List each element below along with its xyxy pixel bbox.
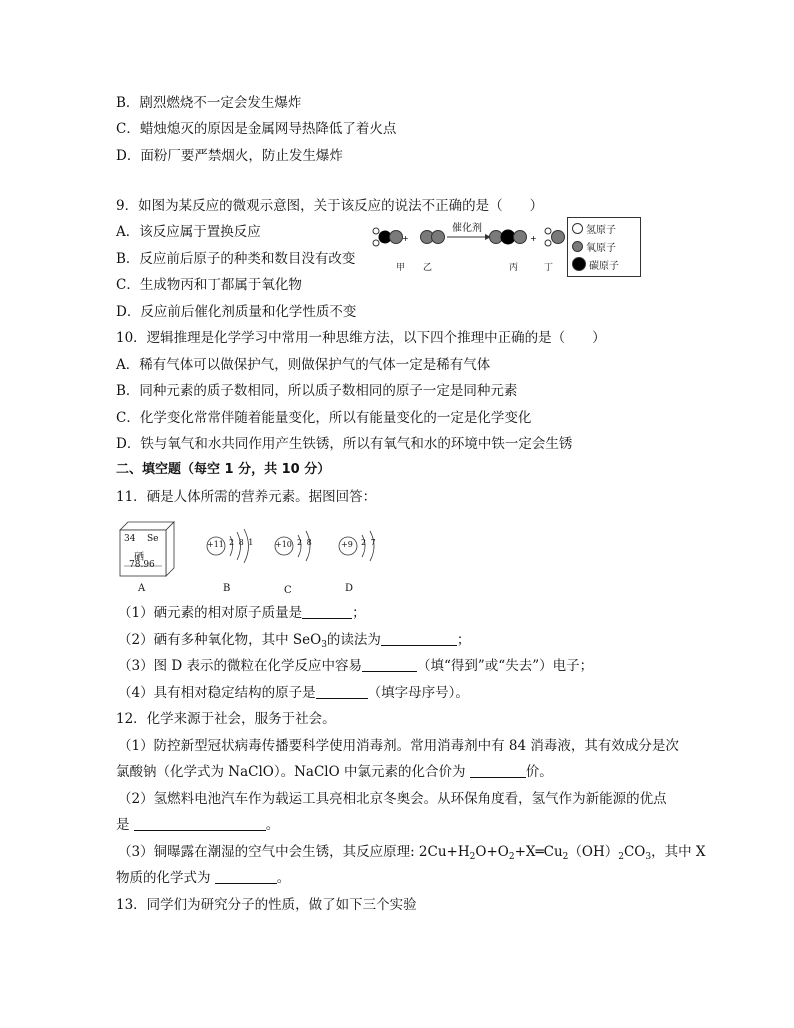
q8-option-d: D．面粉厂要严禁烟火，防止发生爆炸 (116, 148, 343, 164)
caption-d: D (345, 583, 354, 594)
catalyst-label: 催化剂 (452, 223, 482, 234)
oxygen-atom-icon (572, 241, 583, 252)
label-jia: 甲 (396, 263, 406, 273)
q12-part2-blank[interactable] (134, 817, 266, 831)
legend-hydrogen-label: 氢原子 (586, 224, 616, 236)
label-bing: 丙 (509, 263, 519, 273)
q11-sub2-blank[interactable] (381, 632, 457, 646)
molecule-jia (373, 228, 403, 246)
q11-sub1-blank[interactable] (302, 605, 352, 619)
label-yi: 乙 (423, 263, 433, 273)
atom-diagram-c (272, 528, 328, 568)
q8-option-c: C．蜡烛熄灭的原因是金属网导热降低了着火点 (116, 121, 397, 137)
legend-carbon-label: 碳原子 (589, 260, 619, 272)
q12-part2-line1: （2）氢燃料电池汽车作为载运工具亮相北京冬奥会。从环保角度看，氢气作为新能源的优点 (118, 791, 667, 807)
q10-option-b: B．同种元素的质子数相同，所以质子数相同的原子一定是同种元素 (116, 383, 518, 399)
plus-sign-1: + (402, 234, 409, 243)
q11-sub4-blank[interactable] (316, 685, 368, 699)
q11-sub2: （2）硒有多种氧化物，其中 SeO$_3$的读法为 ； (118, 632, 471, 650)
q12-part3-blank[interactable] (215, 870, 277, 884)
plus-sign-2: + (530, 234, 537, 243)
shells-d: 2 7 (361, 538, 377, 547)
molecule-yi (421, 231, 445, 244)
q11-sub3-blank[interactable] (362, 658, 417, 672)
section-2-heading: 二、填空题（每空 1 分，共 10 分） (116, 462, 331, 477)
q11-stem: 11．硒是人体所需的营养元素。据图回答： (116, 489, 377, 505)
q11-sub1: （1）硒元素的相对原子质量是 ； (118, 605, 366, 621)
atomic-mass: 78.96 (129, 560, 155, 570)
legend-oxygen (572, 238, 616, 254)
shells-b: 2 8 1 (229, 538, 255, 547)
shells-c: 2 8 (297, 538, 313, 547)
element-symbol: Se (147, 534, 159, 544)
q12-part3-line1: （3）铜曝露在潮湿的空气中会生锈，其反应原理: $2Cu+H_2O+O_2+X═Cu_2(OH)_2CO_3$，其中 X (118, 844, 706, 862)
q10-option-c: C．化学变化常常伴随着能量变化，所以有能量变化的一定是化学变化 (116, 410, 532, 426)
molecule-bing (490, 230, 527, 245)
carbon-atom-icon (572, 257, 586, 271)
q11-sub4: （4）具有相对稳定结构的原子是 （填字母序号）。 (118, 685, 469, 701)
caption-a: A (138, 583, 146, 594)
legend-oxygen-label: 氧原子 (586, 242, 616, 254)
q9-option-a: A．该反应属于置换反应 (116, 224, 261, 240)
nucleus-d: +9 (341, 540, 353, 549)
q9-stem: 9．如图为某反应的微观示意图，关于该反应的说法不正确的是（ ） (116, 198, 544, 214)
q9-option-c: C．生成物丙和丁都属于氧化物 (116, 277, 302, 293)
caption-b: B (223, 583, 231, 594)
q10-option-a: A．稀有气体可以做保护气，则做保护气的气体一定是稀有气体 (116, 357, 491, 373)
atom-legend (567, 217, 641, 277)
q12-part1-blank[interactable] (470, 764, 526, 778)
legend-hydrogen (572, 220, 616, 236)
atomic-number: 34 (124, 534, 136, 544)
reaction-diagram (372, 220, 572, 273)
q10-stem: 10．逻辑推理是化学学习中常用一种思维方法，以下四个推理中正确的是（ ） (116, 330, 606, 346)
q9-option-b: B．反应前后原子的种类和数目没有改变 (116, 251, 356, 267)
q12-part3-line2: 物质的化学式为 。 (116, 870, 291, 886)
caption-c: C (284, 585, 292, 596)
label-ding: 丁 (544, 263, 554, 273)
hydrogen-atom-icon (572, 223, 583, 234)
nucleus-b: +11 (207, 540, 224, 549)
atom-diagram-b (204, 528, 264, 568)
q12-stem: 12．化学来源于社会，服务于社会。 (116, 711, 336, 727)
nucleus-c: +10 (275, 540, 292, 549)
legend-carbon (572, 256, 619, 272)
element-cell-selenium (118, 520, 174, 576)
q11-sub3: （3）图 D 表示的微粒在化学反应中容易 （填“得到”或“失去”）电子； (118, 658, 594, 674)
q9-option-d: D．反应前后催化剂质量和化学性质不变 (116, 304, 357, 320)
atom-diagram-d (336, 528, 392, 568)
q13-stem: 13．同学们为研究分子的性质，做了如下三个实验 (116, 897, 417, 913)
q12-part1-line1: （1）防控新型冠状病毒传播要科学使用消毒剂。常用消毒剂中有 84 消毒液，其有效成分是次 (118, 738, 679, 754)
q10-option-d: D．铁与氧气和水共同作用产生铁锈，所以有氧气和水的环境中铁一定会生锈 (116, 436, 573, 452)
element-name: 硒 (134, 552, 144, 563)
q8-option-b: B．剧烈燃烧不一定会发生爆炸 (116, 95, 302, 111)
molecule-ding (545, 228, 565, 246)
q12-part2-line2: 是 。 (116, 817, 280, 833)
q12-part1-line2: 氯酸钠（化学式为 NaClO）。NaClO 中氯元素的化合价为 价。 (116, 764, 553, 780)
